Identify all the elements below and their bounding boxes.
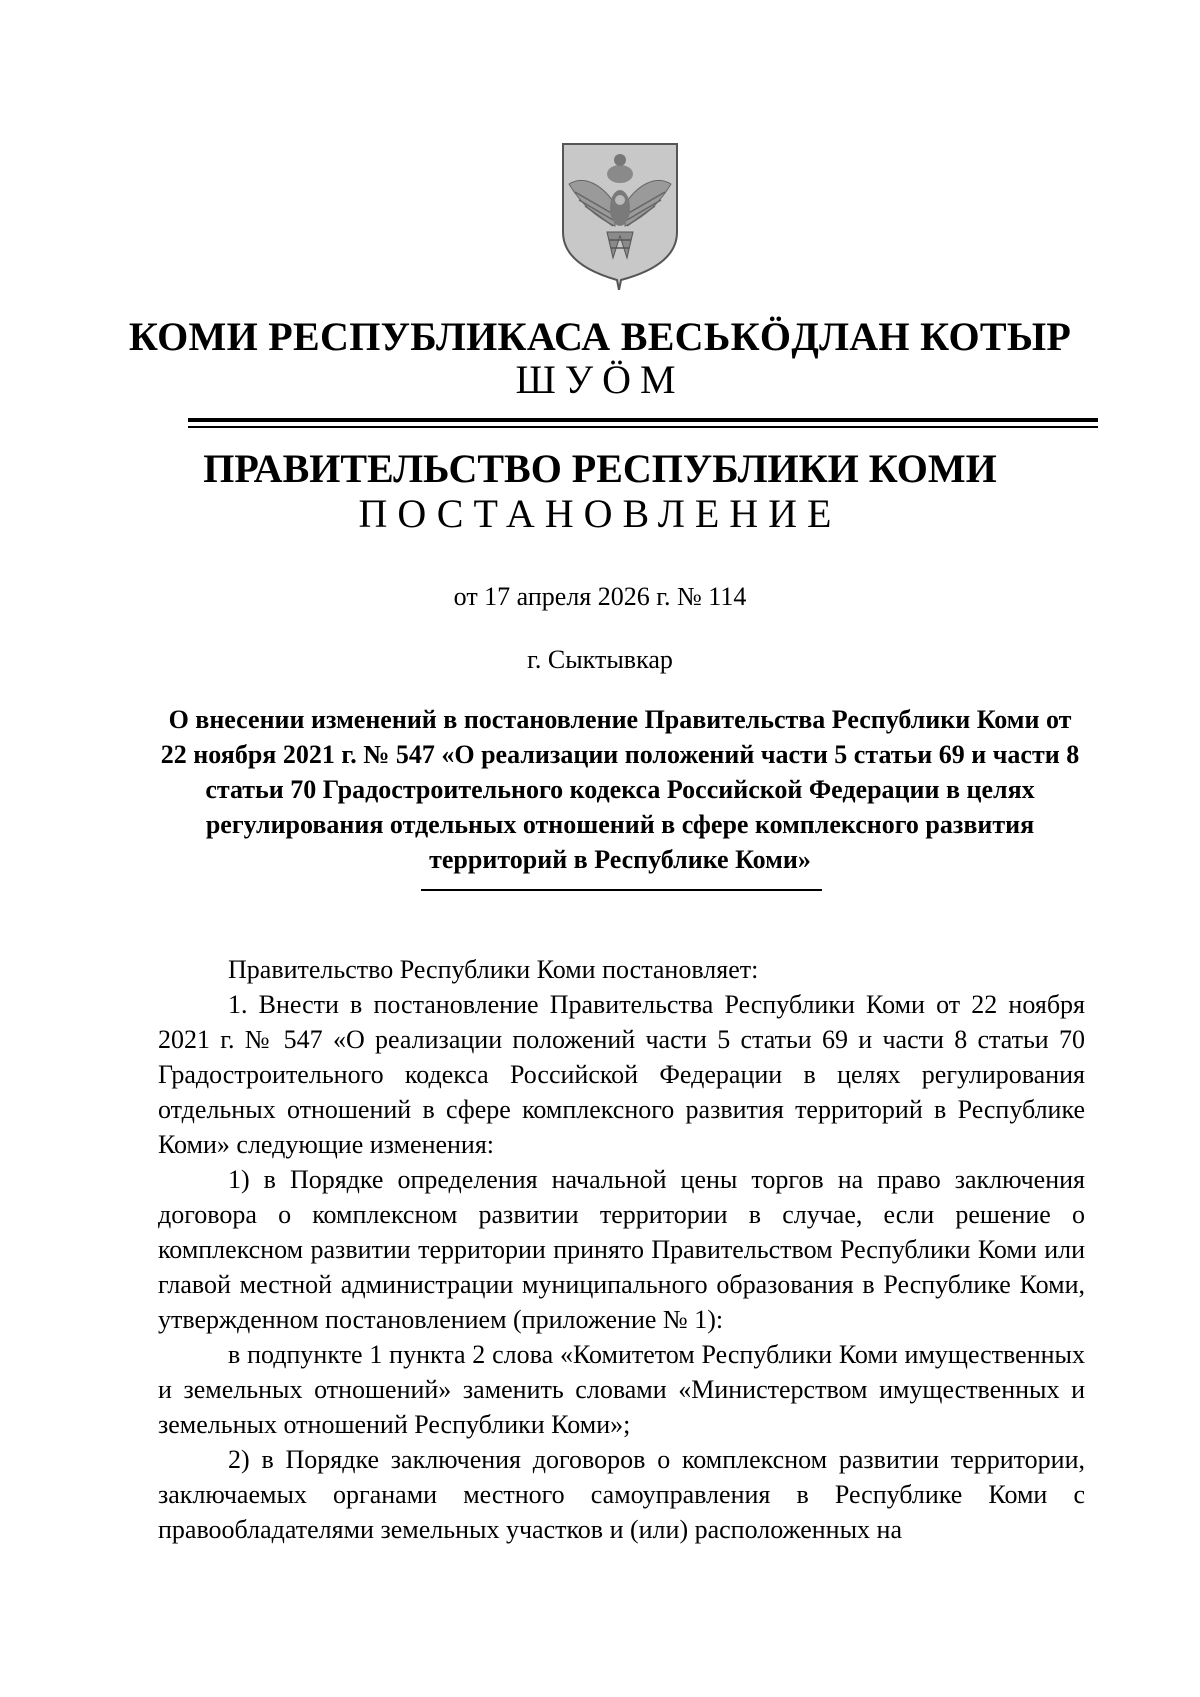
komi-government-title: КОМИ РЕСПУБЛИКАСА ВЕСЬКӦДЛАН КОТЫР [128, 314, 1072, 359]
document-body [158, 952, 1085, 1547]
body-paragraph: 1) в Порядке определения начальной цены торгов на право заключения договора о комплексном развитии территории в случае, если решение о комплексном развитии территории принято Правительством Республики Коми или главой местной администрации муниципального образования в Республике Коми, утвержденном постановлением (приложение № 1): [158, 1165, 1085, 1334]
title-underline [421, 889, 822, 891]
header-divider-thin [188, 426, 1098, 428]
body-paragraph: 1. Внести в постановление Правительства Республики Коми от 22 ноября 2021 г. № 547 «О реализации положений части 5 статьи 69 и части 8 статьи 70 Градостроительного кодекса Российской Федерации в целях регулирования отдельных отношений в сфере комплексного развития территорий в Республике Коми» следующие изменения: [158, 990, 1085, 1159]
komi-document-type: ШУӦМ [515, 357, 685, 402]
document-title: О внесении изменений в постановление Правительства Республики Коми от 22 ноября 2021 г. № 547 «О реализации положений части 5 статьи 69 и части 8 статьи 70 Градостроительного кодекса Российской Федерации в целях регулирования отдельных отношений в сфере комплексного развития территорий в Республике Коми» [160, 705, 1080, 874]
body-paragraph: 2) в Порядке заключения договоров о комплексном развитии территории, заключаемых органами местного самоуправления в Республике Коми с правообладателями земельных участков и (или) расположенных на [158, 1445, 1085, 1544]
header-divider-thick [188, 418, 1098, 422]
body-paragraph: в подпункте 1 пункта 2 слова «Комитетом Республики Коми имущественных и земельных отношений» заменить словами «Министерством имущественных и земельных отношений Республики Коми»; [158, 1340, 1085, 1439]
document-type: ПОСТАНОВЛЕНИЕ [358, 491, 842, 536]
government-title: ПРАВИТЕЛЬСТВО РЕСПУБЛИКИ КОМИ [203, 446, 997, 491]
document-date-number: от 17 апреля 2026 г. № 114 [453, 582, 747, 611]
body-paragraph: Правительство Республики Коми постановляет: [228, 955, 759, 984]
coat-of-arms-emblem [555, 140, 685, 290]
document-city: г. Сыктывкар [527, 645, 673, 674]
